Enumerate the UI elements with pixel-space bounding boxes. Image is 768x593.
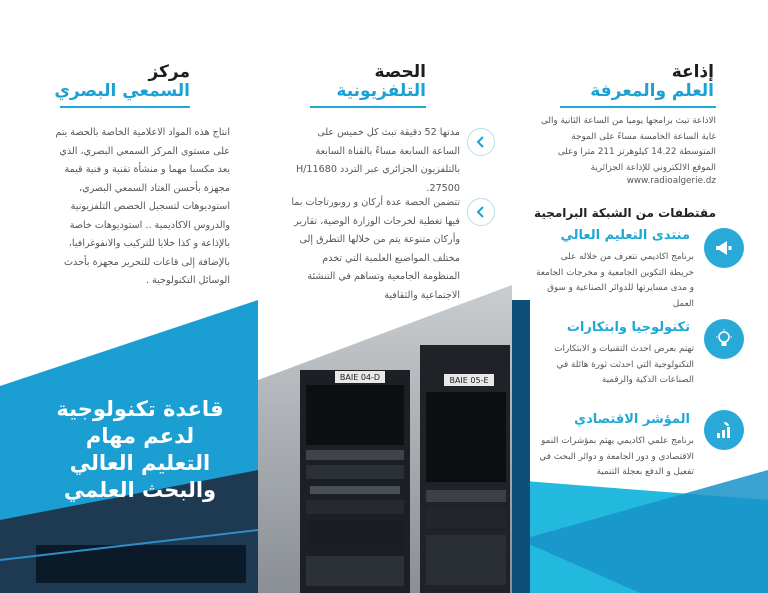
right-title-line2: العلم والمعرفة [590,81,714,101]
program-highlights-heading: مقتطفات من الشبكة البرامجية [534,206,716,220]
left-title-line1: مركز [148,62,190,82]
mid-para-2: تتضمن الحصة عدة أركان و روبورتاجات بما فيها تغطية لخرجات الوزارة الوصية، تقارير وأركان متنوعة يتم من خلالها التطرق إلى مختلف المواضيع العلمية التي تخدم المنظومة الجامعية وتساهم في التنشئة الاجتماعية والثقافية [291,197,460,301]
item-3-text: برنامج علمي اكاديمي يهتم بمؤشرات النمو الاقتصادي و دور الجامعة و دوائر البحث في تفعيل و الدفع بعجلة التنمية [539,436,694,477]
left-title-line2: السمعي البصري [54,81,190,101]
right-body-text: الاذاعة تبث برامجها يوميا من الساعة الثانية والى غاية الساعة الخامسة مساءً على الموجة المتوسطة 14.22 كيلوهرتز 211 مترا وعلى الموقع الالكتروني للإذاعة الجزائرية [540,116,716,173]
banner-line-1: قاعدة تكنولوجية [56,397,224,421]
mid-para-1: مدتها 52 دقيقة تبث كل خميس على الساعة السابعة مساءً بالقناة السابعة بالتلفزيون الجزائري عبر التردد H/11680 27500. [295,127,460,194]
item-1-text: برنامج اكاديمي نتعرف من خلاله على خريطة التكوين الجامعية و مخرجات الجامعة و مدى مسايرتها للدوائر الصناعية و سوق العمل [536,252,694,309]
mid-title-line1: الحصة [374,62,426,82]
left-body-text: انتاج هذه المواد الاعلامية الخاصة بالحصة يتم على مستوى المركز السمعي البصري، الذي يعد مكسبا مهما و منشأة تقنية و فنية قيمة مجهزة بأحسن العتاد السمعي البصري، استوديوهات لتسجيل الحصص التلفزيونية والدروس الاكاديمية .. استوديوهات خاصة بالإذاعة و كذا خلايا للتركيب والانفوغرافيا، بالإضافة إلى قاعات للتحرير مجهزة بأحدث الوسائل التكنولوجية . [55,127,230,286]
item-3-title: المؤشر الاقتصادي [574,412,690,427]
item-1-title: منتدى التعليم العالي [560,228,690,243]
banner-line-2: لدعم مهام [85,424,195,448]
right-title-line1: إذاعة [671,62,714,82]
banner-line-4: والبحث العلمي [63,478,217,502]
website-link[interactable]: www.radioalgerie.dz [626,176,716,186]
banner-line-3: التعليم العالي [69,451,211,475]
item-2-title: تكنولوجيا وابتكارات [566,320,690,335]
rack-label-2: BAIE 05-E [449,376,489,385]
rack-label-1: BAIE 04-D [339,373,381,382]
mid-title-line2: التلفزيونية [336,81,426,101]
right-dark-strip [512,300,530,593]
item-2-text: تهتم بعرض احدث التقنيات و الابتكارات التكنولوجية التي احدثت ثورة هائلة في الصناعات الذكية والرقمية [554,344,694,385]
